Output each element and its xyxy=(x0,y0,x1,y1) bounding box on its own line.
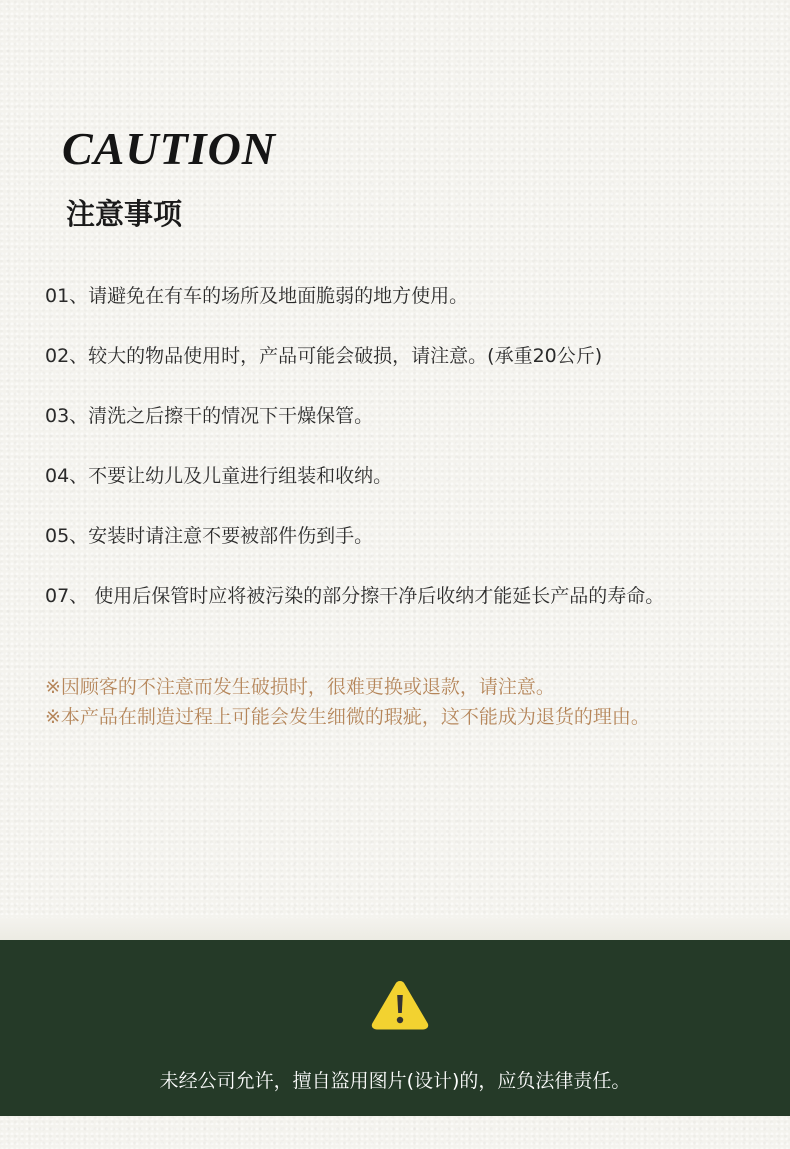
copyright-notice: 未经公司允许，擅自盗用图片(设计)的，应负法律责任。 xyxy=(159,1070,631,1092)
caution-item-07: 07、 使用后保管时应将被污染的部分擦干净后收纳才能延长产品的寿命。 xyxy=(45,585,665,607)
caution-item-03: 03、清洗之后擦干的情况下干燥保管。 xyxy=(45,405,374,427)
caution-title: CAUTION xyxy=(62,123,277,174)
notes-section xyxy=(45,672,785,732)
caution-item-02: 02、较大的物品使用时，产品可能会破损，请注意。(承重20公斤) xyxy=(45,345,603,367)
note-damage: ※因顾客的不注意而发生破损时，很难更换或退款，请注意。 xyxy=(45,676,555,698)
copyright-footer xyxy=(0,940,790,1116)
caution-list xyxy=(45,282,785,642)
caution-subtitle: 注意事项 xyxy=(66,197,183,231)
note-defect: ※本产品在制造过程上可能会发生细微的瑕疵，这不能成为退货的理由。 xyxy=(45,706,650,728)
caution-item-05: 05、安装时请注意不要被部件伤到手。 xyxy=(45,525,374,547)
footer-edge xyxy=(0,918,790,940)
caution-item-04: 04、不要让幼儿及儿童进行组装和收纳。 xyxy=(45,465,393,487)
warning-icon xyxy=(370,979,430,1031)
caution-item-01: 01、请避免在有车的场所及地面脆弱的地方使用。 xyxy=(45,285,469,307)
